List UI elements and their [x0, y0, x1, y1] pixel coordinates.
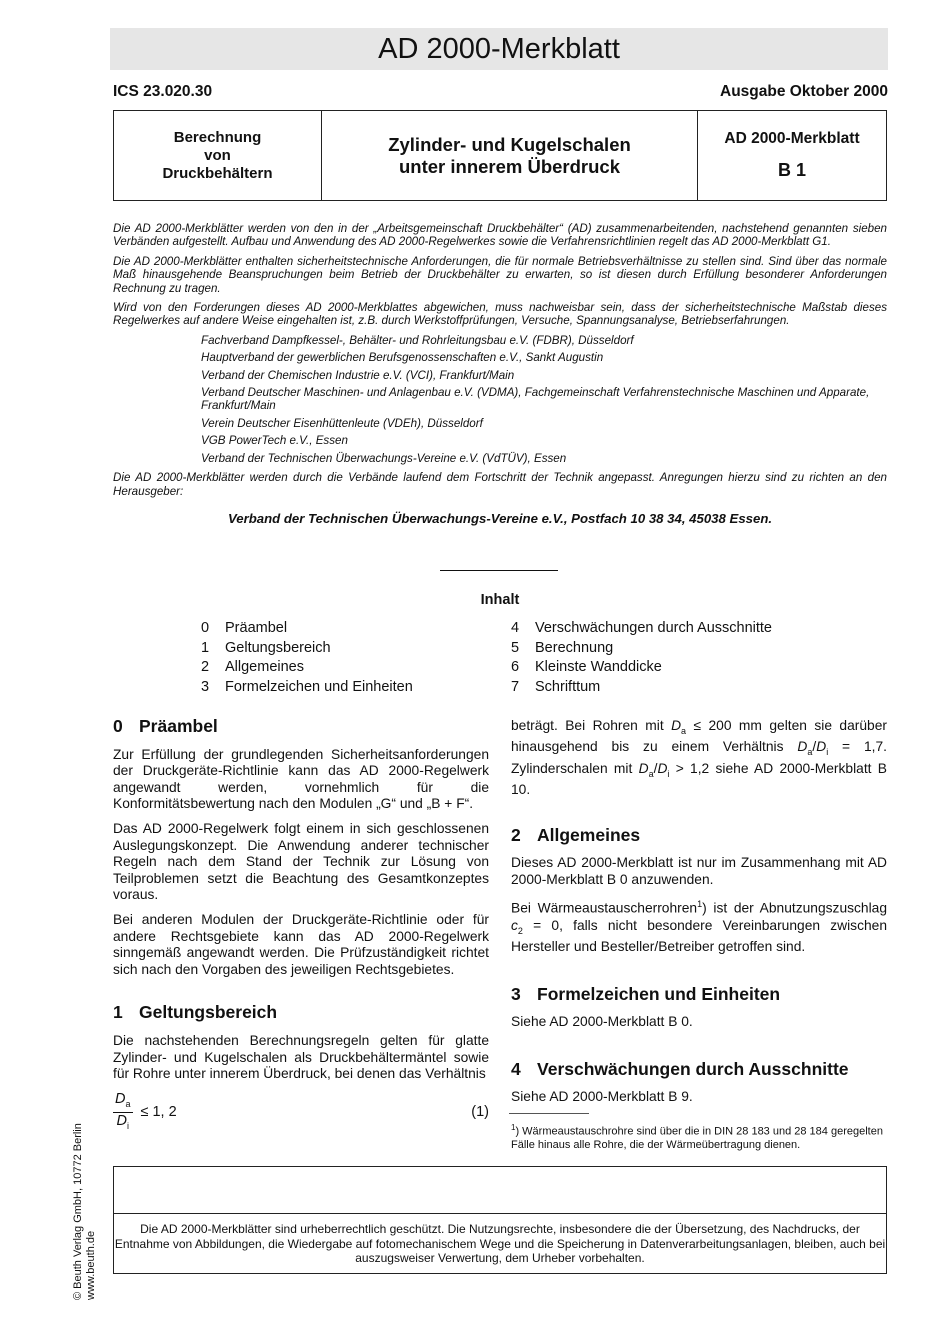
- toc-item: 2 Allgemeines: [201, 659, 304, 675]
- body-paragraph: Dieses AD 2000-Merkblatt ist nur im Zusammenhang mit AD 2000-Merkblatt B 0 anzuwenden.: [511, 855, 887, 887]
- toc-left: [201, 619, 413, 697]
- subject-line: Zylinder- und Kugelschalen: [388, 133, 631, 155]
- footnote-divider: [509, 1113, 589, 1114]
- subject-cell: [322, 111, 698, 200]
- blank-box: [113, 1166, 887, 1213]
- toc-item: 5 Berechnung: [511, 639, 614, 656]
- toc-item: 6 Kleinste Wanddicke: [511, 659, 662, 675]
- side-website: www.beuth.de: [85, 1230, 97, 1300]
- category-line: Berechnung: [173, 128, 262, 146]
- body-paragraph: Siehe AD 2000-Merkblatt B 9.: [511, 1089, 693, 1105]
- intro-paragraph: Die AD 2000-Merkblätter enthalten sicherheitstechnische Anforderungen, die für normale Betriebsverhältnisse zu stellen sind. Sind über das normale Maß hinausgehende Beanspruchungen beim Betrieb der Druckbehälter zu erwarten, so ist diesen durch Erfüllung besonderer Anforderungen Rechnung zu tragen.: [113, 254, 887, 295]
- series-label: AD 2000-Merkblatt: [724, 130, 860, 147]
- publisher-address: Verband der Technischen Überwachungs-Vereine e.V., Postfach 10 38 34, 45038 Essen.: [227, 510, 773, 526]
- association-item: Verband Deutscher Maschinen- und Anlagenbau e.V. (VDMA), Fachgemeinschaft Verfahrenstechnische Maschinen und Apparate, Frankfurt/Main: [201, 386, 870, 413]
- sheet-number: B 1: [777, 160, 806, 180]
- association-item: Verband der Technischen Überwachungs-Vereine e.V. (VdTÜV), Essen: [201, 451, 567, 465]
- section-heading: 2 Allgemeines: [511, 824, 641, 845]
- section-heading: 4 Verschwächungen durch Ausschnitte: [511, 1058, 849, 1079]
- body-paragraph: Die nachstehenden Berechnungsregeln gelten für glatte Zylinder- und Kugelschalen als Druckbehältermäntel sowie für Rohre unter innerem Überdruck, bei denen das Verhältnis: [113, 1032, 489, 1082]
- association-item: Fachverband Dampfkessel-, Behälter- und Rohrleitungsbau e.V. (FDBR), Düsseldorf: [201, 333, 634, 347]
- section-heading: 1 Geltungsbereich: [113, 1002, 278, 1023]
- toc-item: 1 Geltungsbereich: [201, 639, 331, 656]
- toc-item: 7 Schrifttum: [511, 678, 601, 695]
- copyright-notice: Die AD 2000-Merkblätter sind urheberrechtlich geschützt. Die Nutzungsrechte, insbesondere die der Übersetzung, des Nachdrucks, der Entnahme von Abbildungen, die Wiedergabe auf fotomechanischem Wege und die Speicherung in Datenverarbeitungsanlagen, bleiben, auch bei auszugsweiser Verwertung, dem Urheber vorbehalten.: [113, 1213, 887, 1274]
- toc-item: 4 Verschwächungen durch Ausschnitte: [511, 620, 772, 636]
- header-table: [113, 110, 887, 201]
- category-line: von: [204, 146, 231, 164]
- body-paragraph: Bei anderen Modulen der Druckgeräte-Richtlinie oder für andere Rechtsgebiete kann das AD 2000-Regelwerk sinngemäß angewandt werden. Die Prüfzuständigkeit richtet sich nach den Vorgaben des jeweiligen Rechtsgebietes.: [113, 911, 489, 977]
- footnote: $^1$) Wärmeaustauschrohre sind über die in DIN 28 183 und 28 184 geregelten Fälle hinaus alle Rohre, die der Wärmeübertragung dienen.: [511, 1123, 883, 1152]
- section-heading: 3 Formelzeichen und Einheiten: [511, 983, 781, 1004]
- association-list: [201, 334, 887, 465]
- sheet-cell: [698, 111, 886, 200]
- intro-paragraph: Wird von den Forderungen dieses AD 2000-Merkblattes abgewichen, muss nachweisbar sein, dass der sicherheitstechnische Maßstab dieses Regelwerkes auf andere Weise eingehalten ist, z.B. durch Werkstoffprüfungen, Versuche, Spannungsanalyse, Betriebserfahrungen.: [113, 301, 887, 328]
- category-cell: [114, 111, 322, 200]
- category-line: Druckbehältern: [162, 164, 273, 182]
- formula-1: [113, 1091, 489, 1135]
- formula-relation: ≤ 1, 2: [140, 1104, 177, 1121]
- right-column: [511, 718, 887, 1114]
- toc-item: 0 Präambel: [201, 620, 288, 636]
- intro-section: [113, 222, 887, 525]
- body-paragraph: Zur Erfüllung der grundlegenden Sicherheitsanforderungen der Druckgeräte-Richtlinie kann das AD 2000-Regelwerk angewandt werden, vornehmlich für die Konformitätsbewertung nach den Modulen „G“ und „B + F“.: [113, 746, 489, 812]
- body-paragraph: Bei Wärmeaustauscherrohren$^1$) ist der Abnutzungszuschlag $c_2 = 0$, falls nicht besondere Vereinbarungen zwischen Hersteller und Besteller/Betreiber getroffen sind.: [511, 899, 887, 954]
- section-heading: 0 Präambel: [113, 716, 218, 736]
- intro-paragraph: Die AD 2000-Merkblätter werden durch die Verbände laufend dem Fortschritt der Technik angepasst. Anregungen hierzu sind zu richten an den Herausgeber:: [113, 471, 887, 498]
- left-column: [113, 718, 489, 1135]
- toc-title: Inhalt: [480, 592, 520, 608]
- edition-date: Ausgabe Oktober 2000: [720, 83, 888, 100]
- association-item: Hauptverband der gewerblichen Berufsgenossenschaften e.V., Sankt Augustin: [201, 351, 604, 365]
- association-item: Verband der Chemischen Industrie e.V. (VCI), Frankfurt/Main: [201, 368, 515, 382]
- intro-paragraph: Die AD 2000-Merkblätter werden von den in der „Arbeitsgemeinschaft Druckbehälter“ (AD) zusammenarbeitenden, nachstehend genannten sieben Verbänden aufgestellt. Aufbau und Anwendung des AD 2000-Regelwerkes sowie die Verfahrensrichtlinien regelt das AD 2000-Merkblatt G1.: [113, 222, 887, 249]
- body-paragraph: beträgt. Bei Rohren mit $D_a \le 200$ mm gelten sie darüber hinausgehend bis zu einem Verhältnis $D_a/D_i = 1,7$. Zylinderschalen mit $D_a/D_i > 1,2$ siehe AD 2000-Merkblatt B 10.: [511, 718, 887, 798]
- equation-number: (1): [471, 1104, 489, 1121]
- association-item: VGB PowerTech e.V., Essen: [201, 434, 348, 448]
- ics-code: ICS 23.020.30: [113, 83, 213, 100]
- divider: [440, 570, 558, 571]
- side-publisher: © Beuth Verlag GmbH, 10772 Berlin: [72, 1123, 84, 1300]
- body-paragraph: Das AD 2000-Regelwerk folgt einem in sich geschlossenen Auslegungskonzept. Die Anwendung anderer technischer Regeln nach dem Stand der Technik zur Lösung von Teilproblemen setzt die Beachtung des Gesamtkonzeptes voraus.: [113, 820, 489, 903]
- association-item: Verein Deutscher Eisenhüttenleute (VDEh), Düsseldorf: [201, 416, 483, 430]
- ratio-fraction: $\frac{D_a}{D_i}$: [115, 1090, 131, 1132]
- toc-item: 3 Formelzeichen und Einheiten: [201, 678, 413, 695]
- document-title: AD 2000-Merkblatt: [110, 28, 888, 70]
- body-paragraph: Siehe AD 2000-Merkblatt B 0.: [511, 1014, 693, 1030]
- subject-line: unter innerem Überdruck: [398, 155, 621, 177]
- toc-right: [511, 619, 772, 697]
- side-imprint: [72, 1123, 98, 1300]
